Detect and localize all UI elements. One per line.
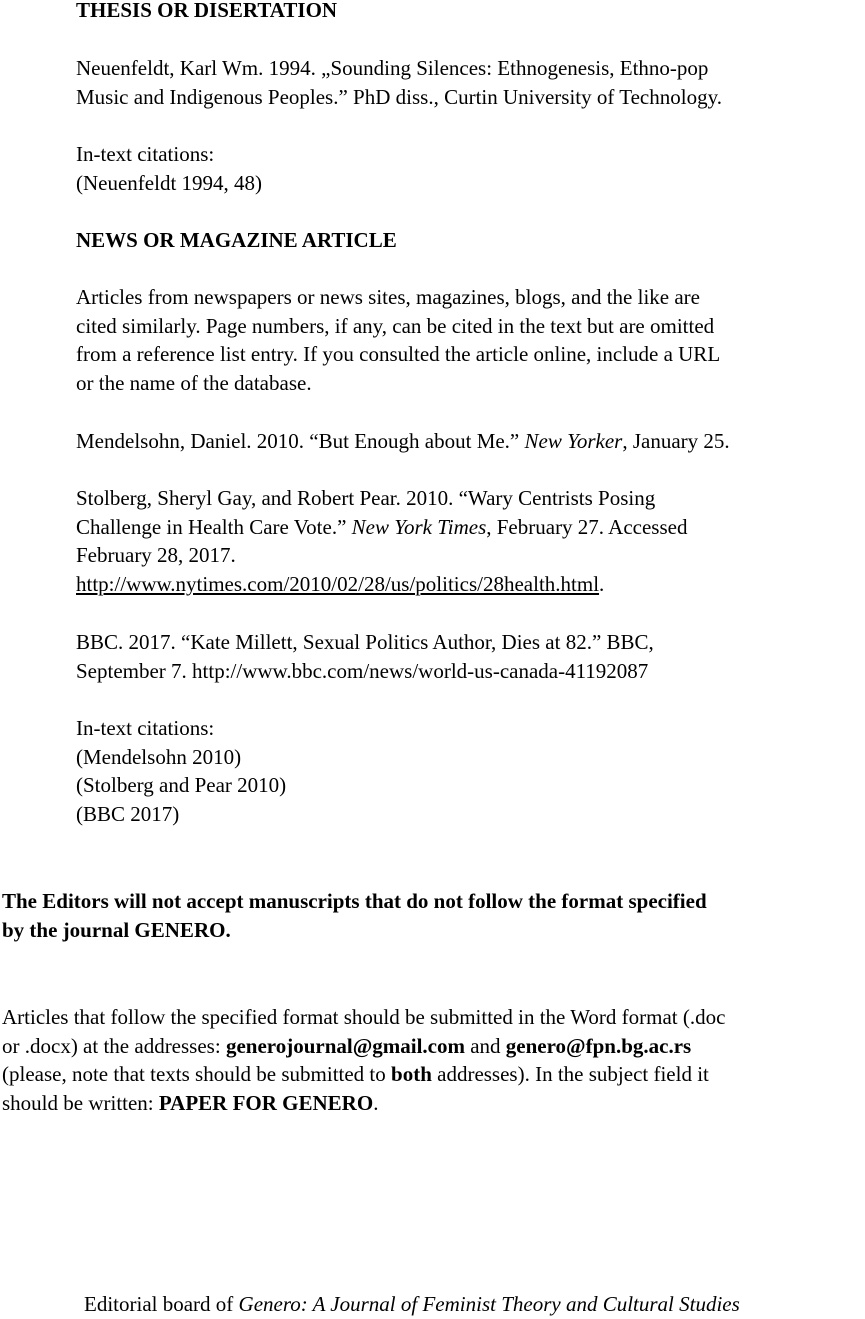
editors-notice-line-2: by the journal GENERO. — [2, 917, 231, 942]
submission-line-3: (please, note that texts should be submitted to — [2, 1062, 392, 1086]
thesis-intext-citation: (Neuenfeldt 1994, 48) — [76, 170, 263, 195]
stolberg-url-period: . — [599, 571, 605, 596]
mendelsohn-reference-entry — [76, 427, 861, 456]
journal-title: Genero: A Journal of Feminist Theory and Cultural Studies — [238, 1292, 740, 1316]
news-intext-citation-2: (Stolberg and Pear 2010) — [76, 773, 287, 797]
news-intext-citation-3: (BBC 2017) — [76, 801, 180, 826]
stolberg-entry-line-3: February 28, 2017. — [76, 543, 236, 567]
mendelsohn-date: , January 25. — [622, 429, 730, 453]
stolberg-entry-line-2: Challenge in Health Care Vote.” — [76, 514, 352, 539]
subject-line: PAPER FOR GENERO — [158, 1090, 374, 1115]
both-emphasis: both — [391, 1062, 432, 1086]
thesis-intext-label: In-text citations: — [76, 142, 215, 166]
submission-period: . — [373, 1090, 379, 1115]
news-desc-line-3: from a reference list entry. If you consulted the article online, include a URL — [76, 342, 721, 366]
submission-line-2: or .docx) at the addresses: — [2, 1033, 226, 1058]
news-intext-citation-1: (Mendelsohn 2010) — [76, 744, 242, 769]
thesis-entry-line-2: Music and Indigenous Peoples.” PhD diss., Curtin University of Technology. — [76, 84, 722, 109]
thesis-intext-citations — [76, 140, 861, 197]
submission-and: and — [464, 1033, 506, 1058]
mendelsohn-entry-text: Mendelsohn, Daniel. 2010. “But Enough about Me.” — [76, 429, 525, 453]
news-intext-label: In-text citations: — [76, 716, 215, 740]
thesis-entry-line-1: Neuenfeldt, Karl Wm. 1994. „Sounding Silences: Ethnogenesis, Ethno-pop — [76, 56, 709, 80]
stolberg-publication: New York Times — [351, 514, 487, 539]
news-desc-line-1: Articles from newspapers or news sites, magazines, blogs, and the like are — [76, 285, 700, 309]
news-intext-citations — [76, 714, 861, 828]
stolberg-entry-line-1: Stolberg, Sheryl Gay, and Robert Pear. 2010. “Wary Centrists Posing — [76, 486, 656, 510]
thesis-reference-entry — [76, 54, 861, 111]
thesis-heading: THESIS OR DISERTATION — [76, 0, 338, 22]
news-description — [76, 283, 861, 397]
submission-instructions — [2, 1003, 863, 1117]
editors-notice-line-1: The Editors will not accept manuscripts that do not follow the format specified — [2, 889, 707, 913]
mendelsohn-publication: New Yorker — [524, 429, 623, 453]
news-heading: NEWS OR MAGAZINE ARTICLE — [76, 228, 397, 252]
bbc-entry-line-2: September 7. http://www.bbc.com/news/world-us-canada-41192087 — [76, 658, 649, 683]
bbc-reference-entry — [76, 628, 861, 685]
stolberg-accessed: , February 27. Accessed — [486, 514, 688, 539]
footer-prefix: Editorial board of — [84, 1292, 239, 1316]
submission-line-3-end: addresses). In the subject field it — [431, 1062, 709, 1086]
editorial-board-footer — [84, 1290, 740, 1319]
email-genero-fpn[interactable]: genero@fpn.bg.ac.rs — [505, 1033, 692, 1058]
stolberg-url-link[interactable]: http://www.nytimes.com/2010/02/28/us/politics/28health.html — [76, 571, 600, 596]
email-generojournal[interactable]: generojournal@gmail.com — [225, 1033, 465, 1058]
bbc-entry-line-1: BBC. 2017. “Kate Millett, Sexual Politics Author, Dies at 82.” BBC, — [76, 630, 654, 654]
editors-notice — [2, 887, 863, 944]
submission-line-1: Articles that follow the specified format should be submitted in the Word format (.doc — [2, 1005, 726, 1029]
submission-line-4: should be written: — [2, 1090, 159, 1115]
news-desc-line-4: or the name of the database. — [76, 370, 312, 395]
stolberg-reference-entry — [76, 484, 861, 598]
news-desc-line-2: cited similarly. Page numbers, if any, can be cited in the text but are omitted — [76, 313, 715, 338]
